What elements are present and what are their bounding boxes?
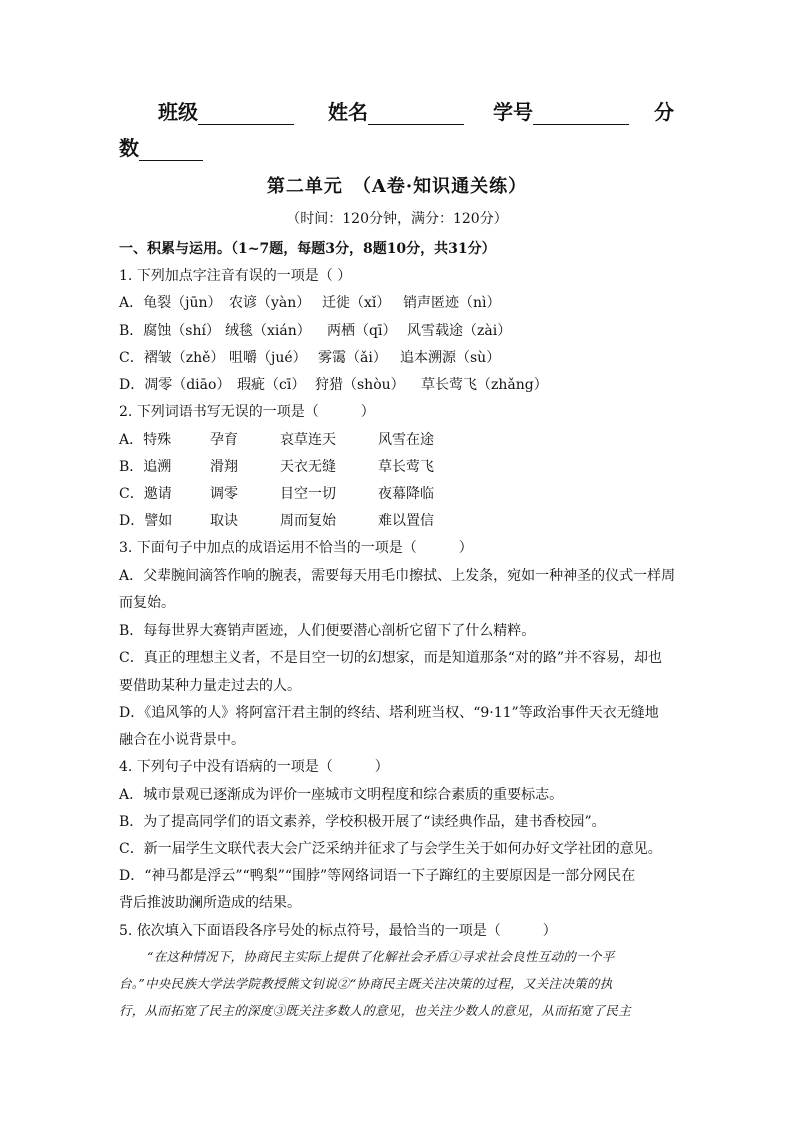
option-text: 销声匿迹（nì） bbox=[403, 295, 501, 311]
option-text: C．褶皱（zhě） bbox=[119, 350, 225, 366]
option-text: 哀草连天 bbox=[280, 432, 336, 448]
option-text: 追本溯源（sù） bbox=[400, 350, 501, 366]
option-text: 夜幕降临 bbox=[378, 486, 434, 502]
question-3-line: 要借助某种力量走过去的人。 bbox=[119, 678, 301, 694]
question-5-passage-line: 行，从而拓宽了民主的深度③既关注多数人的意见，也关注少数人的意见，从而拓宽了民主 bbox=[119, 1003, 632, 1018]
option-text: 调零 bbox=[210, 486, 238, 502]
question-5-passage-line: 台。”中央民族大学法学院教授熊文钊说②“协商民主既关注决策的过程，又关注决策的执 bbox=[119, 976, 613, 991]
option-text: A．特殊 bbox=[119, 432, 172, 448]
class-field bbox=[158, 96, 294, 125]
option-text: 狩猎（shòu） bbox=[315, 377, 405, 393]
question-4-line: 背后推波助澜所造成的结果。 bbox=[119, 895, 301, 911]
question-4-line: C．新一届学生文联代表大会广泛采纳并征求了与会学生关于如何办好文学社团的意见。 bbox=[119, 841, 662, 857]
class-blank[interactable] bbox=[198, 102, 294, 125]
option-text: 目空一切 bbox=[280, 486, 336, 502]
option-text: 绒毯（xián） bbox=[225, 323, 311, 339]
student-id-field bbox=[493, 96, 629, 125]
option-text: 风雪在途 bbox=[378, 432, 434, 448]
question-3-line: 而复始。 bbox=[119, 595, 175, 611]
question-3-line: C．真正的理想主义者，不是目空一切的幻想家，而是知道那条“对的路”并不容易，却也 bbox=[119, 650, 663, 666]
page-subtitle: （时间：120分钟，满分：120分） bbox=[286, 211, 508, 227]
class-label: 班级 bbox=[158, 100, 198, 124]
option-text: 农谚（yàn） bbox=[229, 295, 311, 311]
option-text: 取诀 bbox=[210, 513, 238, 529]
option-text: 难以置信 bbox=[378, 513, 434, 529]
option-text: 风雪载途（zài） bbox=[407, 323, 512, 339]
score-field bbox=[119, 132, 203, 161]
page-title: 第二单元 （A卷·知识通关练） bbox=[266, 176, 528, 197]
option-text: B．追溯 bbox=[119, 459, 172, 475]
option-text: 草长莺飞 bbox=[378, 459, 434, 475]
option-text: 孕育 bbox=[210, 432, 238, 448]
option-text: 两栖（qī） bbox=[327, 323, 397, 339]
section-heading: 一、积累与运用。（1~7题，每题3分，8题10分，共31分） bbox=[119, 241, 496, 257]
student-id-label: 学号 bbox=[493, 100, 533, 124]
name-field bbox=[328, 96, 464, 125]
option-text: B．腐蚀（shí） bbox=[119, 323, 220, 339]
question-1-stem: 1. 下列加点字注音有误的一项是（ ） bbox=[119, 268, 352, 284]
score-label-part2: 数 bbox=[119, 136, 139, 160]
name-blank[interactable] bbox=[368, 102, 464, 125]
option-text: 迁徙（xǐ） bbox=[322, 295, 391, 311]
option-text: D．凋零（diāo） bbox=[119, 377, 231, 393]
question-2-stem: 2. 下列词语书写无误的一项是（ ） bbox=[119, 404, 375, 420]
option-text: 咀嚼（jué） bbox=[229, 350, 307, 366]
student-id-blank[interactable] bbox=[533, 102, 629, 125]
option-text: A．龟裂（jūn） bbox=[119, 295, 222, 311]
option-text: D．譬如 bbox=[119, 513, 173, 529]
option-text: 瑕疵（cī） bbox=[237, 377, 306, 393]
question-4-line: A．城市景观已逐渐成为评价一座城市文明程度和综合素质的重要标志。 bbox=[119, 787, 564, 803]
score-label-part1: 分 bbox=[654, 100, 674, 124]
question-3-stem: 3. 下面句子中加点的成语运用不恰当的一项是（ ） bbox=[119, 540, 473, 556]
question-5-passage-line: “在这种情况下，协商民主实际上提供了化解社会矛盾①寻求社会良性互动的一个平 bbox=[147, 949, 615, 964]
question-4-line: B．为了提高同学们的语文素养，学校积极开展了“读经典作品，建书香校园”。 bbox=[119, 814, 606, 830]
question-3-line: 融合在小说背景中。 bbox=[119, 732, 245, 748]
question-4-stem: 4. 下列句子中没有语病的一项是（ ） bbox=[119, 759, 389, 775]
option-text: C．邀请 bbox=[119, 486, 172, 502]
question-3-line: B．每每世界大赛销声匿迹，人们便要潜心剖析它留下了什么精粹。 bbox=[119, 623, 536, 639]
question-5-stem: 5. 依次填入下面语段各序号处的标点符号，最恰当的一项是（ ） bbox=[119, 923, 557, 939]
question-4-line: D．“神马都是浮云”“鸭梨”“围脖”等网络词语一下子蹿红的主要原因是一部分网民在 bbox=[119, 868, 636, 884]
question-3-line: A．父辈腕间滴答作响的腕表，需要每天用毛巾擦拭、上发条，宛如一种神圣的仪式一样周 bbox=[119, 568, 676, 584]
score-blank[interactable] bbox=[139, 138, 203, 161]
option-text: 雾霭（ǎi） bbox=[318, 350, 387, 366]
option-text: 周而复始 bbox=[280, 513, 336, 529]
option-text: 草长莺飞（zhǎng） bbox=[421, 377, 548, 393]
question-3-line: D．《追风筝的人》将阿富汗君主制的终结、塔利班当权、“9·11”等政治事件天衣无缝地 bbox=[119, 705, 659, 721]
option-text: 天衣无缝 bbox=[280, 459, 336, 475]
name-label: 姓名 bbox=[328, 100, 368, 124]
option-text: 滑翔 bbox=[210, 459, 238, 475]
